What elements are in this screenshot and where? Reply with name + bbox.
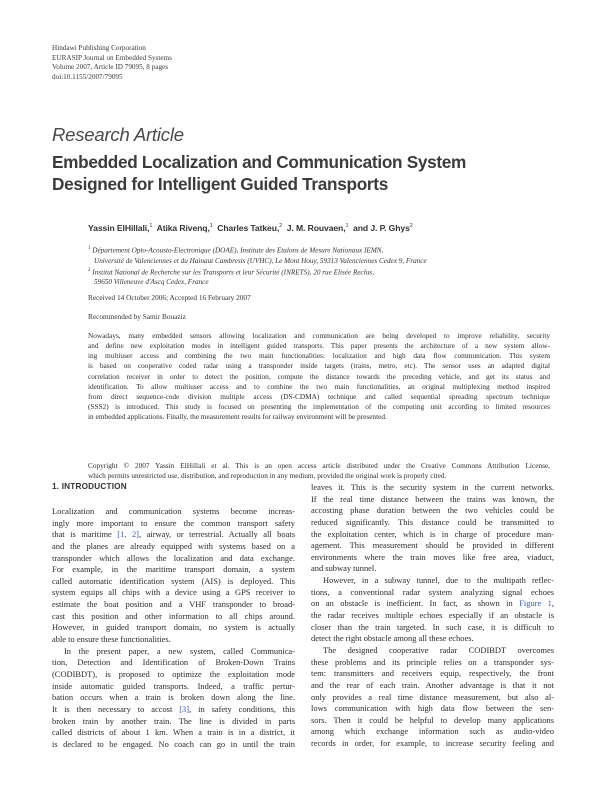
body-line: inside automatic guided transports. Indeed, a traffic pertur- — [52, 680, 295, 691]
recommended-by: Recommended by Samir Bouaziz — [88, 312, 186, 321]
copyright-line: Copyright © 2007 Yassin ElHillali et al. This is an open access article distributed under the Creative Commons Attribution License, — [88, 461, 550, 470]
abstract-line: Nowadays, many embedded sensors allowing localization and communication are being developed to improve reliability, security — [88, 331, 550, 340]
abstract — [88, 331, 550, 422]
figure-link[interactable]: Figure 1 — [519, 598, 552, 609]
body-line: is declared to be engaged. No coach can go in until the train — [52, 738, 295, 749]
affiliation-mark: 1 — [149, 223, 153, 230]
body-line: bation occurs when a train is broken down along the line. — [52, 692, 295, 703]
body-line: records in order, for example, to increase security feeling and — [311, 738, 554, 749]
body-line: However, in guided transport domain, no system is actually — [52, 622, 295, 633]
body-line: lows communication with high data flow between the sen- — [311, 703, 554, 714]
section-heading-introduction: 1. INTRODUCTION — [52, 482, 127, 491]
body-line: and the rear of each train. Another advantage is that it not — [311, 679, 554, 690]
affiliation-mark: 2 — [409, 223, 413, 230]
copyright-notice — [88, 461, 550, 481]
author-name: J. M. Rouvaen, — [286, 223, 346, 233]
affiliation-line: $^1$ Département Opto-Acousto-Electronique (DOAE), Institute des Etalons de Mesure Nationaux IEMN, — [88, 246, 384, 255]
author-name: and J. P. Ghys — [353, 223, 410, 233]
body-line: the exploitation center, which is in charge of procedure man- — [311, 528, 554, 539]
author-list — [88, 223, 413, 233]
affiliation-mark: 2 — [279, 223, 283, 230]
body-line: ingly more important to ensure the common transport safety — [52, 517, 295, 528]
author-name: Yassin ElHillali, — [88, 223, 150, 233]
body-line: sors. Then it could be helpful to develop many applications — [311, 714, 554, 725]
body-line: It is then necessary to accost [3], in safety conditions, this — [52, 703, 295, 714]
affiliation-mark: 1 — [345, 223, 349, 230]
body-line: system equips all chips with a device using a GPS receiver to — [52, 587, 295, 598]
body-line: detect the right obstacle among all these echoes. — [311, 633, 474, 644]
doi: doi:10.1155/2007/79095 — [52, 72, 123, 81]
body-line: If the real time distance between the trains was known, the — [311, 493, 554, 504]
author-name: Charles Tatkeu, — [217, 223, 280, 233]
citation-link[interactable]: [3] — [179, 703, 190, 714]
copyright-line: which permits unrestricted use, distribution, and reproduction in any medium, provided the original work is properly cited. — [88, 471, 447, 481]
body-line: Localization and communication systems become increas- — [52, 506, 295, 516]
abstract-line: in embedded applications. Finally, the measurement results for railway environment will be presented. — [88, 412, 387, 422]
body-line: tion, Detection and Identification of Broken-Down Trains — [52, 657, 295, 668]
body-line: and subway tunnel. — [311, 563, 377, 574]
abstract-line: ing multiuser access and combining the two main functionalities: localization and high data flow communication. This system — [88, 351, 550, 361]
body-line: closer than the train targeted. In such case, it is difficult to — [311, 621, 554, 632]
body-line: the radar receives multiple echoes especially if an obstacle is — [311, 610, 554, 621]
body-line: However, in a subway tunnel, due to the multipath reflec- — [323, 575, 554, 586]
publisher-name: Hindawi Publishing Corporation — [52, 44, 146, 52]
affiliation-line: $^2$ Institut National de Recherche sur les Transports et leur Sécurité (INRETS), 20 rue Elisée Reclus, — [88, 267, 374, 277]
body-line: called automatic identification system (AIS) is deployed. This — [52, 575, 295, 586]
received-accepted-dates: Received 14 October 2006; Accepted 16 February 2007 — [88, 293, 251, 302]
abstract-line: correlation receiver in order to detect the position, compute the distance towards the preceding vehicle, and get its status and — [88, 371, 550, 381]
body-line: among which exchange information such as audio-video — [311, 726, 554, 737]
affiliation-mark: 1 — [209, 223, 213, 230]
author-name: Atika Rivenq, — [156, 223, 210, 233]
body-line: able to ensure these functionalities. — [52, 634, 171, 645]
citation-link[interactable]: [1, 2] — [117, 529, 139, 540]
abstract-line: identification. To allow multiuser access and to combine the two main functionalities, an original multiplexing method inspired — [88, 381, 550, 391]
body-line: reduced significantly. This distance could be transmitted to — [311, 516, 554, 527]
body-line: broken train by another train. The line is divided in parts — [52, 715, 295, 726]
body-column-left — [52, 506, 295, 750]
body-line: For example, in the maritime transport domain, a system — [52, 564, 295, 575]
body-line: and the planes are already equipped with systems based on a — [52, 540, 295, 551]
body-line: these problems and its principle relies on a transponder sys- — [311, 656, 554, 667]
article-type: Research Article — [52, 124, 184, 145]
body-line: (CODIBDT), is proposed to optimize the exploitation mode — [52, 668, 295, 679]
body-column-right — [311, 482, 554, 750]
body-line: In the present paper, a new system, called Communica- — [64, 645, 295, 656]
body-line: agement. This measurement should be provided in different — [311, 540, 554, 551]
affiliation-mark: 1 — [88, 246, 91, 251]
abstract-line: and define new exploitation modes in intelligent guided transports. This paper presents the architecture of a new system allow- — [88, 341, 550, 351]
volume-info: Volume 2007, Article ID 79095, 8 pages — [52, 63, 169, 72]
body-line: only provides a real time distance measurement, but also al- — [311, 691, 554, 702]
body-line: estimate the boat position and a VHF transponder to broad- — [52, 599, 295, 610]
affiliation-line: Université de Valenciennes et du Hainaut Cambresis (UVHC), Le Mont Houy, 59313 Valenciennes Cedex 9, France — [94, 256, 427, 265]
abstract-line: (SSS2) is introduced. This study is focused on presenting the implementation of the computing unit according to limited resources — [88, 402, 550, 412]
body-line: transponder which allows the localization and data exchange. — [52, 552, 295, 563]
journal-name: EURASIP Journal on Embedded Systems — [52, 53, 172, 62]
affiliation-line: 59650 Villeneuve d'Ascq Cedex, France — [94, 278, 209, 287]
body-line: tions, a conventional radar system analyzing signal echoes — [311, 586, 554, 597]
title-line: Embedded Localization and Communication System — [52, 152, 467, 172]
body-line: on an obstacle is inefficient. In fact, as shown in Figure 1, — [311, 598, 554, 609]
body-line: environments where the train moves like free area, viaduct, — [311, 551, 554, 562]
abstract-line: is based on cooperative coded radar using a transponder inside targets (trains, metro, etc). The sensor uses an adapted digital — [88, 361, 550, 371]
journal-header — [52, 44, 172, 82]
affiliation-mark: 2 — [88, 267, 91, 273]
body-line: The designed cooperative radar CODIBDT overcomes — [323, 644, 554, 655]
body-line: that is maritime [1, 2], airway, or terrestrial. Actually all boats — [52, 529, 295, 540]
body-line: tem: transmitters and receivers equip, respectively, the front — [311, 668, 554, 679]
abstract-line: from direct sequence-code division multiple access (DS-CDMA) technique and called sequential spreading spectrum technique — [88, 391, 550, 401]
body-line: accosting phase duration between the two vehicles could be — [311, 505, 554, 516]
paper-title — [52, 151, 552, 195]
title-line: Designed for Intelligent Guided Transports — [52, 174, 388, 194]
affiliations — [88, 244, 558, 288]
body-line: cast this position and other information to all chips around. — [52, 610, 295, 621]
body-line: leaves it. This is the security system in the current networks. — [311, 482, 554, 492]
body-line: called districts of about 1 km. When a train is in a district, it — [52, 727, 295, 738]
